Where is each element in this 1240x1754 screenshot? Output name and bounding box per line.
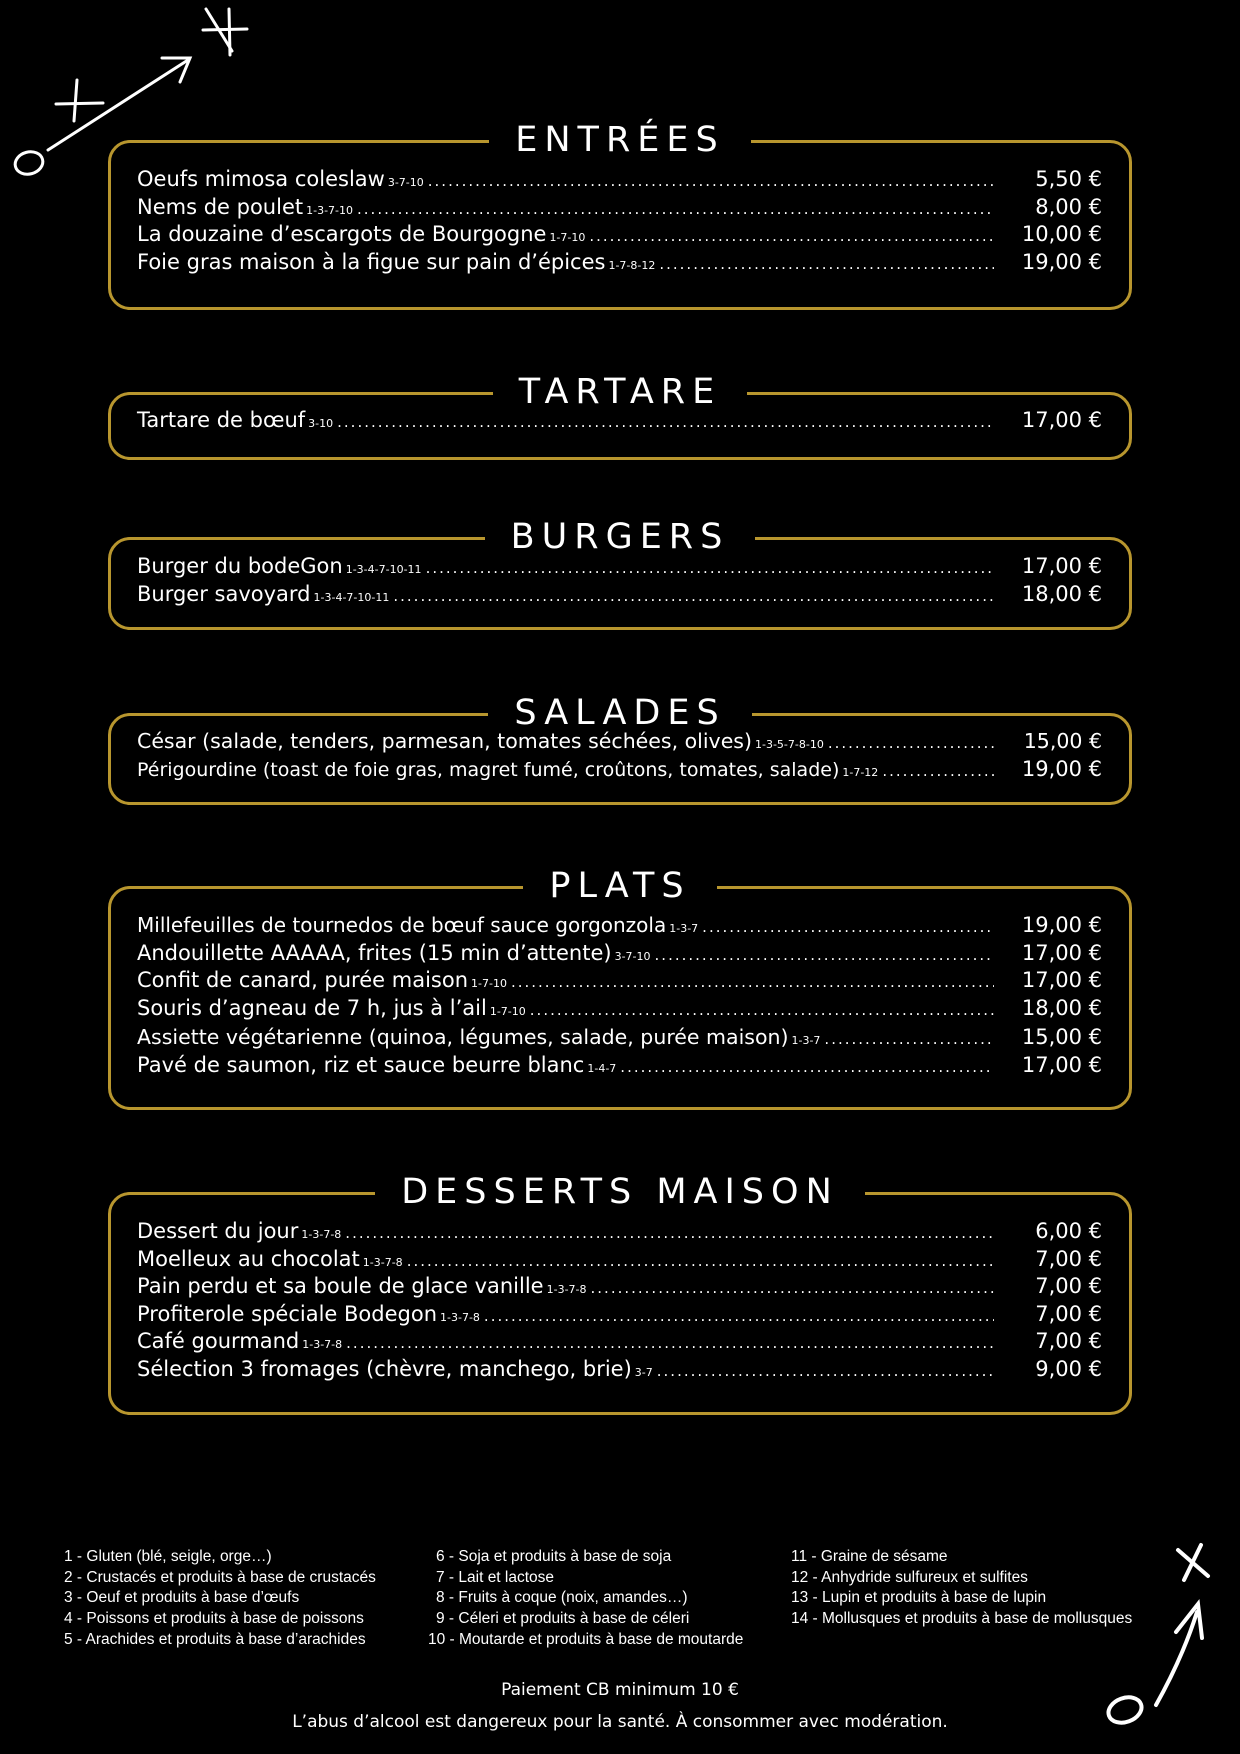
allergen-entry: 11 - Graine de sésame — [791, 1548, 948, 1565]
menu-item: Café gourmand 1-3-7-8 ..... 7,00 € — [137, 1328, 1102, 1356]
menu-item: Périgourdine (toast de foie gras, magret fumé, croûtons, tomates, salade) 1-7-12 ..... 19,00 € — [137, 756, 1102, 784]
section-title: TARTARE — [108, 370, 1132, 414]
section-title: ENTRÉES — [108, 118, 1132, 162]
alcohol-warning: L’abus d’alcool est dangereux pour la santé. À consommer avec modération. — [292, 1712, 948, 1732]
menu-item: Moelleux au chocolat 1-3-7-8 ..... 7,00 € — [137, 1246, 1102, 1274]
menu-item: Sélection 3 fromages (chèvre, manchego, brie) 3-7 ..... 9,00 € — [137, 1356, 1102, 1384]
allergen-entry: 2 - Crustacés et produits à base de crustacés — [64, 1568, 376, 1586]
section-plats — [108, 866, 1132, 1110]
allergen-entry: 9 - Céleri et produits à base de céleri — [436, 1610, 690, 1628]
menu-item: César (salade, tenders, parmesan, tomates séchées, olives) 1-3-5-7-8-10 ..... 15,00 € — [137, 728, 1102, 756]
allergen-entry: 12 - Anhydride sulfureux et sulfites — [791, 1568, 1028, 1586]
allergen-column — [791, 1547, 1132, 1630]
allergen-entry: 6 - Soja et produits à base de soja — [436, 1548, 672, 1565]
section-desserts — [108, 1172, 1132, 1415]
allergen-entry: 7 - Lait et lactose — [436, 1568, 555, 1586]
allergen-entry: 4 - Poissons et produits à base de poissons — [64, 1610, 364, 1628]
menu-item: Burger savoyard 1-3-4-7-10-11 ..... 18,00 € — [137, 581, 1102, 609]
allergen-entry: 1 - Gluten (blé, seigle, orge…) — [64, 1548, 272, 1565]
menu-item: Pavé de saumon, riz et sauce beurre blanc 1-4-7 ..... 17,00 € — [137, 1052, 1102, 1080]
section-tartare — [108, 372, 1132, 460]
section-salades — [108, 693, 1132, 805]
menu-item: Oeufs mimosa coleslaw 3-7-10 ..... 5,50 € — [137, 166, 1102, 194]
allergen-entry: 10 - Moutarde et produits à base de moutarde — [428, 1630, 744, 1648]
menu-item: La douzaine d’escargots de Bourgogne 1-7-10 ..... 10,00 € — [137, 221, 1102, 249]
menu-item: Assiette végétarienne (quinoa, légumes, salade, purée maison) 1-3-7 ..... 15,00 € — [137, 1024, 1102, 1052]
allergen-entry: 13 - Lupin et produits à base de lupin — [791, 1589, 1047, 1607]
section-title: SALADES — [108, 691, 1132, 735]
payment-note: Paiement CB minimum 10 € — [501, 1680, 739, 1700]
menu-item: Confit de canard, purée maison 1-7-10 ..... 17,00 € — [137, 967, 1102, 995]
menu-item: Tartare de bœuf 3-10 ..... 17,00 € — [137, 407, 1102, 435]
allergen-column — [428, 1547, 743, 1650]
allergen-entry: 5 - Arachides et produits à base d’arachides — [64, 1630, 366, 1648]
section-title: DESSERTS MAISON — [108, 1170, 1132, 1214]
menu-item: Foie gras maison à la figue sur pain d’épices 1-7-8-12 ..... 19,00 € — [137, 249, 1102, 277]
allergen-entry: 8 - Fruits à coque (noix, amandes…) — [436, 1589, 688, 1607]
allergen-entry: 14 - Mollusques et produits à base de mollusques — [791, 1610, 1133, 1628]
section-title: PLATS — [108, 864, 1132, 908]
section-entrees — [108, 120, 1132, 310]
menu-item: Dessert du jour 1-3-7-8 ..... 6,00 € — [137, 1218, 1102, 1246]
allergen-column — [64, 1547, 376, 1650]
allergen-entry: 3 - Oeuf et produits à base d’œufs — [64, 1589, 300, 1607]
section-burgers — [108, 517, 1132, 630]
section-title: BURGERS — [108, 515, 1132, 559]
menu-item: Burger du bodeGon 1-3-4-7-10-11 ..... 17,00 € — [137, 553, 1102, 581]
menu-item: Profiterole spéciale Bodegon 1-3-7-8 ..... 7,00 € — [137, 1301, 1102, 1329]
menu-item: Nems de poulet 1-3-7-10 ..... 8,00 € — [137, 194, 1102, 222]
menu-item: Souris d’agneau de 7 h, jus à l’ail 1-7-10 ..... 18,00 € — [137, 995, 1102, 1023]
menu-item: Millefeuilles de tournedos de bœuf sauce gorgonzola 1-3-7 ..... 19,00 € — [137, 912, 1102, 940]
menu-item: Pain perdu et sa boule de glace vanille 1-3-7-8 ..... 7,00 € — [137, 1273, 1102, 1301]
menu-item: Andouillette AAAAA, frites (15 min d’attente) 3-7-10 ..... 17,00 € — [137, 940, 1102, 968]
